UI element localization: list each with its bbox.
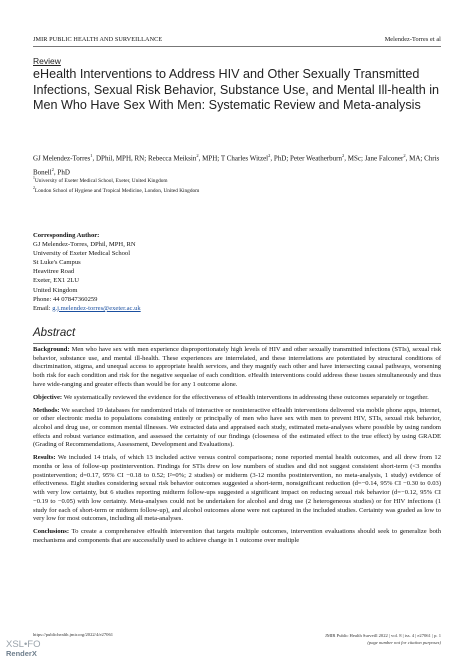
renderx-watermark (6, 640, 40, 658)
author-sup: 2 (403, 153, 406, 158)
article-title: eHealth Interventions to Address HIV and Other Sexually Transmitted Infections, Sexual Risk Behavior, Substance Use, and Mental Ill-health in Men Who Have Sex With Men: Systematic Review and Meta-analysis (33, 67, 440, 113)
abstract-body (33, 346, 441, 550)
author-name: Peter Weatherburn (290, 154, 343, 163)
footer-url[interactable]: https://publichealth.jmir.org/2022/4/e27061 (33, 632, 114, 637)
author-name: Chris Bonell (33, 154, 440, 177)
email-label: Email: (33, 304, 53, 312)
watermark-line: XSL•FO (6, 639, 41, 650)
abstract-paragraph (33, 407, 441, 451)
abstract-paragraph (33, 454, 441, 524)
corresponding-author-block (33, 231, 333, 313)
affiliation-text: University of Exeter Medical School, Exeter, United Kingdom (34, 177, 168, 184)
author-credentials: , PhD; (270, 154, 291, 163)
abstract-rule (33, 343, 441, 344)
abstract-label: Conclusions: (33, 528, 70, 536)
author-sup: 2 (342, 153, 345, 158)
author-name: Rebecca Meiksin (147, 154, 197, 163)
author-credentials: , MPH; (198, 154, 221, 163)
author-credentials: , PhD (53, 168, 70, 177)
author-credentials: , DPhil, MPH, RN; (92, 154, 148, 163)
author-sup: 1 (90, 153, 93, 158)
author-sup: 2 (196, 153, 199, 158)
abstract-label: Background: (33, 346, 70, 353)
section-label: Review (33, 56, 61, 66)
author-sup: 2 (51, 167, 54, 173)
footer-note: (page number not for citation purposes) (367, 640, 441, 645)
affiliation-text: London School of Hygiene and Tropical Medicine, London, United Kingdom (34, 187, 200, 194)
affiliation (33, 184, 443, 196)
email-link[interactable]: g.j.melendez-torres@exeter.ac.uk (52, 304, 141, 312)
affiliation-sup: 2 (33, 186, 35, 190)
author-sup: 2 (268, 153, 271, 158)
author-credentials: , MSc; (344, 154, 365, 163)
abstract-text: We searched 19 databases for randomized trials of interactive or noninteractive eHealth interventions delivered via mobile phone apps, internet, or other electronic media to populations consisting entirely or principally of men who have sex with men to prevent HIV, STIs, sexual risk behavior, alcohol and drug use, or common mental illnesses. We extracted data and appraised each study, estimated meta-analyses where possible by using random effects and robust variance estimation, and assessed the certainty of our findings (closeness of the estimated effect to the true effect) by using GRADE (Grading of Recommendations, Assessment, Development and Evaluations). (33, 406, 441, 449)
corresponding-line: Exeter, EX1 2LU (33, 277, 80, 285)
affiliation-sup: 1 (33, 176, 35, 180)
author-credentials: , MA; (405, 154, 425, 163)
header-rule (33, 46, 441, 47)
corresponding-line: St Luke's Campus (33, 259, 81, 267)
abstract-text: Men who have sex with men experience disproportionately high levels of HIV and other sexually transmitted infections (STIs), sexual risk behavior, substance use, and mental ill-health. These experiences are interrelated, and these interrelations are potentiated by structural conditions of discrimination, stigma, and unequal access to appropriate health services, and they magnify each other and have intersecting causal pathways, worsening both risk for each condition and risk for the negative sequelae of each condition. eHealth interventions could address these issues simultaneously and thus have wide-ranging and greater effects than would be for any 1 outcome alone. (33, 346, 441, 388)
abstract-label: Results: (33, 454, 56, 462)
abstract-label: Methods: (33, 406, 60, 414)
abstract-paragraph (33, 346, 441, 390)
abstract-text: We included 14 trials, of which 13 included active versus control comparisons; none reported mental health outcomes, and all drew from 12 months or less of follow-up postintervention. Findings for STIs drew on low numbers of studies and did not suggest consistent short-term (<3 months postintervention; d=0.17, 95% CI −0.18 to 0.52; I²=0%; 2 studies) or midterm (3-12 months postintervention, no meta-analysis, 1 study) evidence of effectiveness. Eight studies considering sexual risk behavior outcomes suggested a short-term, nonsignificant reduction (d=−0.14, 95% CI −0.30 to 0.03) with very low certainty, but 6 studies reporting midterm follow-ups suggested a significant impact on reducing sexual risk behavior (d=−0.12, 95% CI −0.19 to −0.05) with low certainty. Meta-analyses could not be undertaken for alcohol and drug use (2 heterogeneous studies) or for HIV infections (1 study for each of short-term or midterm follow-up), and alcohol outcomes alone were not captured in the included studies. Certainty was graded as low to very low for most outcomes, including all meta-analyses. (33, 454, 441, 523)
abstract-paragraph (33, 394, 441, 403)
corresponding-line: Phone: 44 07847360259 (33, 295, 98, 303)
author-name: T Charles Witzel (220, 154, 269, 163)
corresponding-line: Heavitree Road (33, 268, 75, 276)
journal-header: JMIR PUBLIC HEALTH AND SURVEILLANCE (33, 36, 163, 43)
abstract-text: We systematically reviewed the evidence for the effectiveness of eHealth interventions in addressing these outcomes separately or together. (63, 393, 429, 401)
abstract-label: Objective: (33, 393, 63, 401)
author-name: GJ Melendez-Torres (33, 154, 91, 163)
corresponding-line: United Kingdom (33, 286, 78, 294)
author-name: Jane Falconer (364, 154, 404, 163)
corresponding-line: GJ Melendez-Torres, DPhil, MPH, RN (33, 241, 136, 249)
abstract-heading: Abstract (33, 327, 76, 339)
abstract-paragraph (33, 528, 441, 545)
footer-citation-block (325, 632, 441, 646)
abstract-text: To create a comprehensive eHealth intervention that targets multiple outcomes, intervention evaluations should seek to generalize both mechanisms and components that are successfully used to achieve change in 1 outcome over multiple (33, 528, 441, 544)
corresponding-heading: Corresponding Author: (33, 232, 100, 239)
footer-citation: JMIR Public Health Surveill 2022 | vol. 8 | iss. 4 | e27061 | p. 1 (325, 633, 441, 638)
watermark-line: RenderX (6, 649, 37, 658)
corresponding-line: University of Exeter Medical School (33, 250, 131, 258)
running-authors: Melendez-Torres et al (384, 36, 441, 43)
